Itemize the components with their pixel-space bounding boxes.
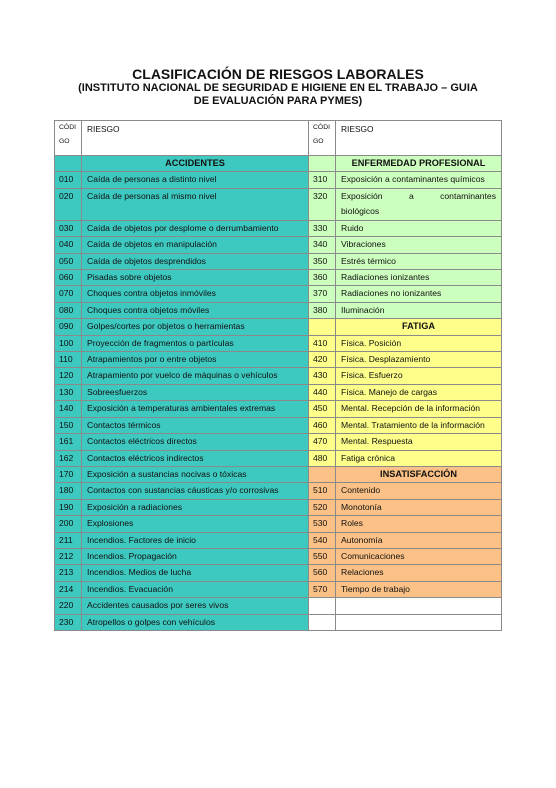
table-row [55, 614, 502, 630]
left-code: 110 [55, 352, 82, 368]
left-code: 120 [55, 368, 82, 384]
left-code: 090 [55, 319, 82, 335]
right-risk: Radiaciones no ionizantes [336, 286, 502, 302]
left-risk: Incendios. Medios de lucha [82, 565, 309, 581]
right-code: 360 [309, 270, 336, 286]
right-code: 480 [309, 450, 336, 466]
right-code: 450 [309, 401, 336, 417]
right-code: 420 [309, 352, 336, 368]
right-code: 380 [309, 302, 336, 318]
left-risk: Caída de personas al mismo nivel [82, 188, 309, 220]
left-code: 162 [55, 450, 82, 466]
risk-classification-table [54, 120, 502, 631]
right-code: 340 [309, 237, 336, 253]
left-risk: Contactos eléctricos directos [82, 434, 309, 450]
right-code: 540 [309, 532, 336, 548]
left-risk: Exposición a sustancias nocivas o tóxicas [82, 466, 309, 482]
left-code: 030 [55, 220, 82, 236]
right-code: 430 [309, 368, 336, 384]
right-risk: Exposición a contaminantes químicos [336, 172, 502, 188]
left-code: 020 [55, 188, 82, 220]
right-code: 370 [309, 286, 336, 302]
right-code: 310 [309, 172, 336, 188]
left-code: 214 [55, 581, 82, 597]
left-risk: Exposición a radiaciones [82, 499, 309, 515]
table-row [55, 565, 502, 581]
table-row [55, 368, 502, 384]
right-risk: Mental. Respuesta [336, 434, 502, 450]
left-risk: Golpes/cortes por objetos o herramientas [82, 319, 309, 335]
left-risk: Explosiones [82, 516, 309, 532]
right-code: 330 [309, 220, 336, 236]
right-risk: Comunicaciones [336, 548, 502, 564]
left-risk: Choques contra objetos móviles [82, 302, 309, 318]
left-risk: Caída de objetos desprendidos [82, 253, 309, 269]
table-row [55, 156, 502, 172]
left-code: 212 [55, 548, 82, 564]
right-risk: Estrés térmico [336, 253, 502, 269]
left-code: 213 [55, 565, 82, 581]
table-row [55, 286, 502, 302]
left-code: 150 [55, 417, 82, 433]
table-row [55, 598, 502, 614]
page-subtitle [60, 82, 496, 107]
section-accidentes: ACCIDENTES [82, 156, 309, 172]
code-header-left: CÓDI GO [55, 121, 82, 156]
table-row [55, 352, 502, 368]
table-row [55, 302, 502, 318]
left-code: 140 [55, 401, 82, 417]
table-row [55, 220, 502, 236]
table-row [55, 434, 502, 450]
right-risk: Monotonía [336, 499, 502, 515]
table-row [55, 384, 502, 400]
section-enfermedad-profesional: ENFERMEDAD PROFESIONAL [336, 156, 502, 172]
table-row [55, 188, 502, 220]
right-risk: Física. Esfuerzo [336, 368, 502, 384]
left-code: 220 [55, 598, 82, 614]
left-code: 060 [55, 270, 82, 286]
left-code: 200 [55, 516, 82, 532]
right-risk-line-1: Exposición a contaminantes [341, 190, 496, 201]
section-insatisfaccion: INSATISFACCIÓN [336, 466, 502, 482]
right-code: 530 [309, 516, 336, 532]
risk-header-left: RIESGO [82, 121, 309, 156]
table-row [55, 499, 502, 515]
page-title: CLASIFICACIÓN DE RIESGOS LABORALES [132, 66, 424, 82]
right-risk: Física. Manejo de cargas [336, 384, 502, 400]
table-row [55, 516, 502, 532]
left-code: 010 [55, 172, 82, 188]
left-code: 080 [55, 302, 82, 318]
left-risk: Choques contra objetos inmóviles [82, 286, 309, 302]
right-code: 560 [309, 565, 336, 581]
left-code: 170 [55, 466, 82, 482]
left-risk: Contactos térmicos [82, 417, 309, 433]
left-risk: Incendios. Factores de inicio [82, 532, 309, 548]
right-code: 410 [309, 335, 336, 351]
right-risk: Radiaciones ionizantes [336, 270, 502, 286]
left-risk: Caída de objetos por desplome o derrumbamiento [82, 220, 309, 236]
left-code: 230 [55, 614, 82, 630]
right-risk: Relaciones [336, 565, 502, 581]
left-risk: Proyección de fragmentos o partículas [82, 335, 309, 351]
table-header-row [55, 121, 502, 156]
right-code: 470 [309, 434, 336, 450]
table-row [55, 548, 502, 564]
left-risk: Caída de objetos en manipulación [82, 237, 309, 253]
left-risk: Atropellos o golpes con vehículos [82, 614, 309, 630]
table-row [55, 466, 502, 482]
table-row [55, 417, 502, 433]
right-code: 320 [309, 188, 336, 220]
table-row [55, 270, 502, 286]
code-header-right: CÓDI GO [309, 121, 336, 156]
right-risk-line-2: biológicos [341, 206, 380, 217]
table-row [55, 581, 502, 597]
right-risk: Ruido [336, 220, 502, 236]
left-code: 050 [55, 253, 82, 269]
left-code: 100 [55, 335, 82, 351]
right-code: 440 [309, 384, 336, 400]
subtitle-line-2: DE EVALUACIÓN PARA PYMES) [193, 94, 363, 107]
right-risk [336, 188, 502, 220]
right-risk: Autonomía [336, 532, 502, 548]
left-code: 130 [55, 384, 82, 400]
left-code: 161 [55, 434, 82, 450]
right-risk: Física. Posición [336, 335, 502, 351]
right-code: 350 [309, 253, 336, 269]
right-code: 570 [309, 581, 336, 597]
left-code: 211 [55, 532, 82, 548]
right-risk: Física. Desplazamiento [336, 352, 502, 368]
right-code: 520 [309, 499, 336, 515]
left-code: 070 [55, 286, 82, 302]
left-risk: Caída de personas a distinto nivel [82, 172, 309, 188]
table-row [55, 172, 502, 188]
right-risk: Mental. Recepción de la información [336, 401, 502, 417]
left-risk: Atrapamiento por vuelco de máquinas o vehículos [82, 368, 309, 384]
left-risk: Pisadas sobre objetos [82, 270, 309, 286]
left-code: 180 [55, 483, 82, 499]
left-risk: Incendios. Evacuación [82, 581, 309, 597]
left-risk: Incendios. Propagación [82, 548, 309, 564]
right-risk: Iluminación [336, 302, 502, 318]
right-risk: Mental. Tratamiento de la información [336, 417, 502, 433]
left-risk: Exposición a temperaturas ambientales extremas [82, 401, 309, 417]
right-risk: Fatiga crónica [336, 450, 502, 466]
left-code: 040 [55, 237, 82, 253]
table-row [55, 319, 502, 335]
left-risk: Atrapamientos por o entre objetos [82, 352, 309, 368]
right-risk: Roles [336, 516, 502, 532]
subtitle-line-1: (INSTITUTO NACIONAL DE SEGURIDAD E HIGIENE EN EL TRABAJO – GUIA [78, 82, 478, 94]
table-row [55, 532, 502, 548]
left-risk: Sobreesfuerzos [82, 384, 309, 400]
right-code: 550 [309, 548, 336, 564]
section-fatiga: FATIGA [336, 319, 502, 335]
left-code: 190 [55, 499, 82, 515]
table-row [55, 335, 502, 351]
right-risk: Vibraciones [336, 237, 502, 253]
table-row [55, 237, 502, 253]
risk-header-right: RIESGO [336, 121, 502, 156]
left-risk: Contactos eléctricos indirectos [82, 450, 309, 466]
right-code: 510 [309, 483, 336, 499]
table-row [55, 401, 502, 417]
left-risk: Accidentes causados por seres vivos [82, 598, 309, 614]
table-row [55, 450, 502, 466]
left-risk: Contactos con sustancias cáusticas y/o corrosivas [82, 483, 309, 499]
table-row [55, 483, 502, 499]
right-risk: Contenido [336, 483, 502, 499]
right-code: 460 [309, 417, 336, 433]
table-row [55, 253, 502, 269]
right-risk: Tiempo de trabajo [336, 581, 502, 597]
